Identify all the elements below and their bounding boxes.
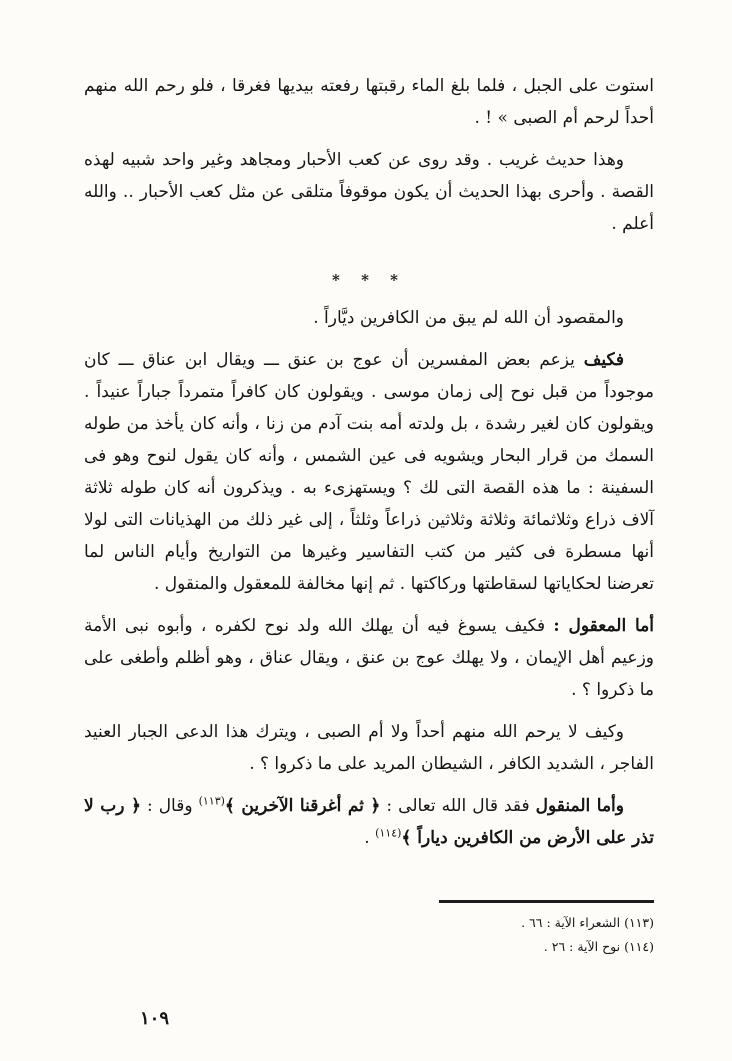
paragraph-text: فقد قال الله تعالى : <box>386 796 530 816</box>
footnote-113: (١١٣) الشعراء الآية : ٦٦ . <box>521 915 654 930</box>
paragraph-lead-word: فكيف <box>583 350 625 370</box>
footnote-114: (١١٤) نوح الآية : ٢٦ . <box>543 939 654 954</box>
paragraph-continuation: استوت على الجبل ، فلما بلغ الماء رقبتها رفعته بيديها فغرقا ، فلو رحم الله منهم أحداً لرحم أم الصبى » ! . <box>84 76 654 128</box>
paragraph-lead-word: أما المعقول : <box>553 616 654 636</box>
paragraph-text: فكيف يسوغ فيه أن يهلك الله ولد نوح لكفره ، وأبوه نبى الأمة وزعيم أهل الإيمان ، ولا يهلك عوج بن عنق ، ويقال عناق ، وهو أظلم وأطغى على ما ذكروا ؟ . <box>84 616 654 700</box>
paragraph-text: يزعم بعض المفسرين أن عوج بن عنق ـــ ويقال ابن عناق ـــ كان موجوداً من قبل نوح إلى زمان موسى . ويقولون كان كافراً متمرداً جباراً عنيداً . ويقولون كان لغير رشدة ، بل ولدته أمه بنت آدم من زنا ، وأنه كان يأخذ من طوله السمك من قرار البحار ويشويه فى عين الشمس ، وأنه كان يقول لنوح وهو فى السفينة : ما هذه القصة التى لك ؟ ويستهزىء به . ويذكرون أنه كان طوله ثلاثة آلاف ذراع وثلاثمائة وثلاثة وثلاثين ذراعاً وثلثاً ، إلى غير ذلك من الهذيانات التى لولا أنها مسطرة فى كثير من كتب التفاسير وغيرها من التواريخ وأيام الناس لما تعرضنا لحكاياتها لسقاطتها وركاكتها . ثم إنها مخالفة للمعقول والمنقول . <box>84 350 654 594</box>
paragraph-awj-ibn-anaq <box>84 344 654 600</box>
footnote-rule <box>439 900 654 903</box>
paragraph-question: وكيف لا يرحم الله منهم أحداً ولا أم الصبى ، ويترك هذا الدعى الجبار العنيد الفاجر ، الشديد الكافر ، الشيطان المريد على ما ذكروا ؟ . <box>84 722 654 774</box>
section-separator: * * * <box>332 271 406 289</box>
footnote-reference: (١١٤) <box>375 826 402 840</box>
paragraph-purpose: والمقصود أن الله لم يبق من الكافرين ديَّاراً . <box>313 308 624 328</box>
quran-quote: ﴿ ثم أغرقنا الآخرين ﴾ <box>224 796 381 816</box>
quran-quote: ﴿ رب لا تذر على الأرض من الكافرين دياراً ﴾ <box>84 796 654 848</box>
paragraph-text: وقال : <box>146 796 193 816</box>
paragraph-reason <box>84 610 654 706</box>
footnote-reference: (١١٣) <box>198 794 225 808</box>
paragraph-text: . <box>364 828 370 848</box>
paragraph-lead-word: وأما المنقول <box>535 796 624 816</box>
paragraph-hadith-note: وهذا حديث غريب . وقد روى عن كعب الأحبار ومجاهد وغير واحد شبيه لهذه القصة . وأحرى بهذا الحديث أن يكون موقوفاً متلقى عن مثل كعب الأحبار .. والله أعلم . <box>84 150 654 234</box>
footnotes <box>84 900 654 959</box>
page-body <box>84 70 654 864</box>
page-number: ١٠٩ <box>140 1008 170 1029</box>
paragraph-transmitted <box>84 790 654 854</box>
